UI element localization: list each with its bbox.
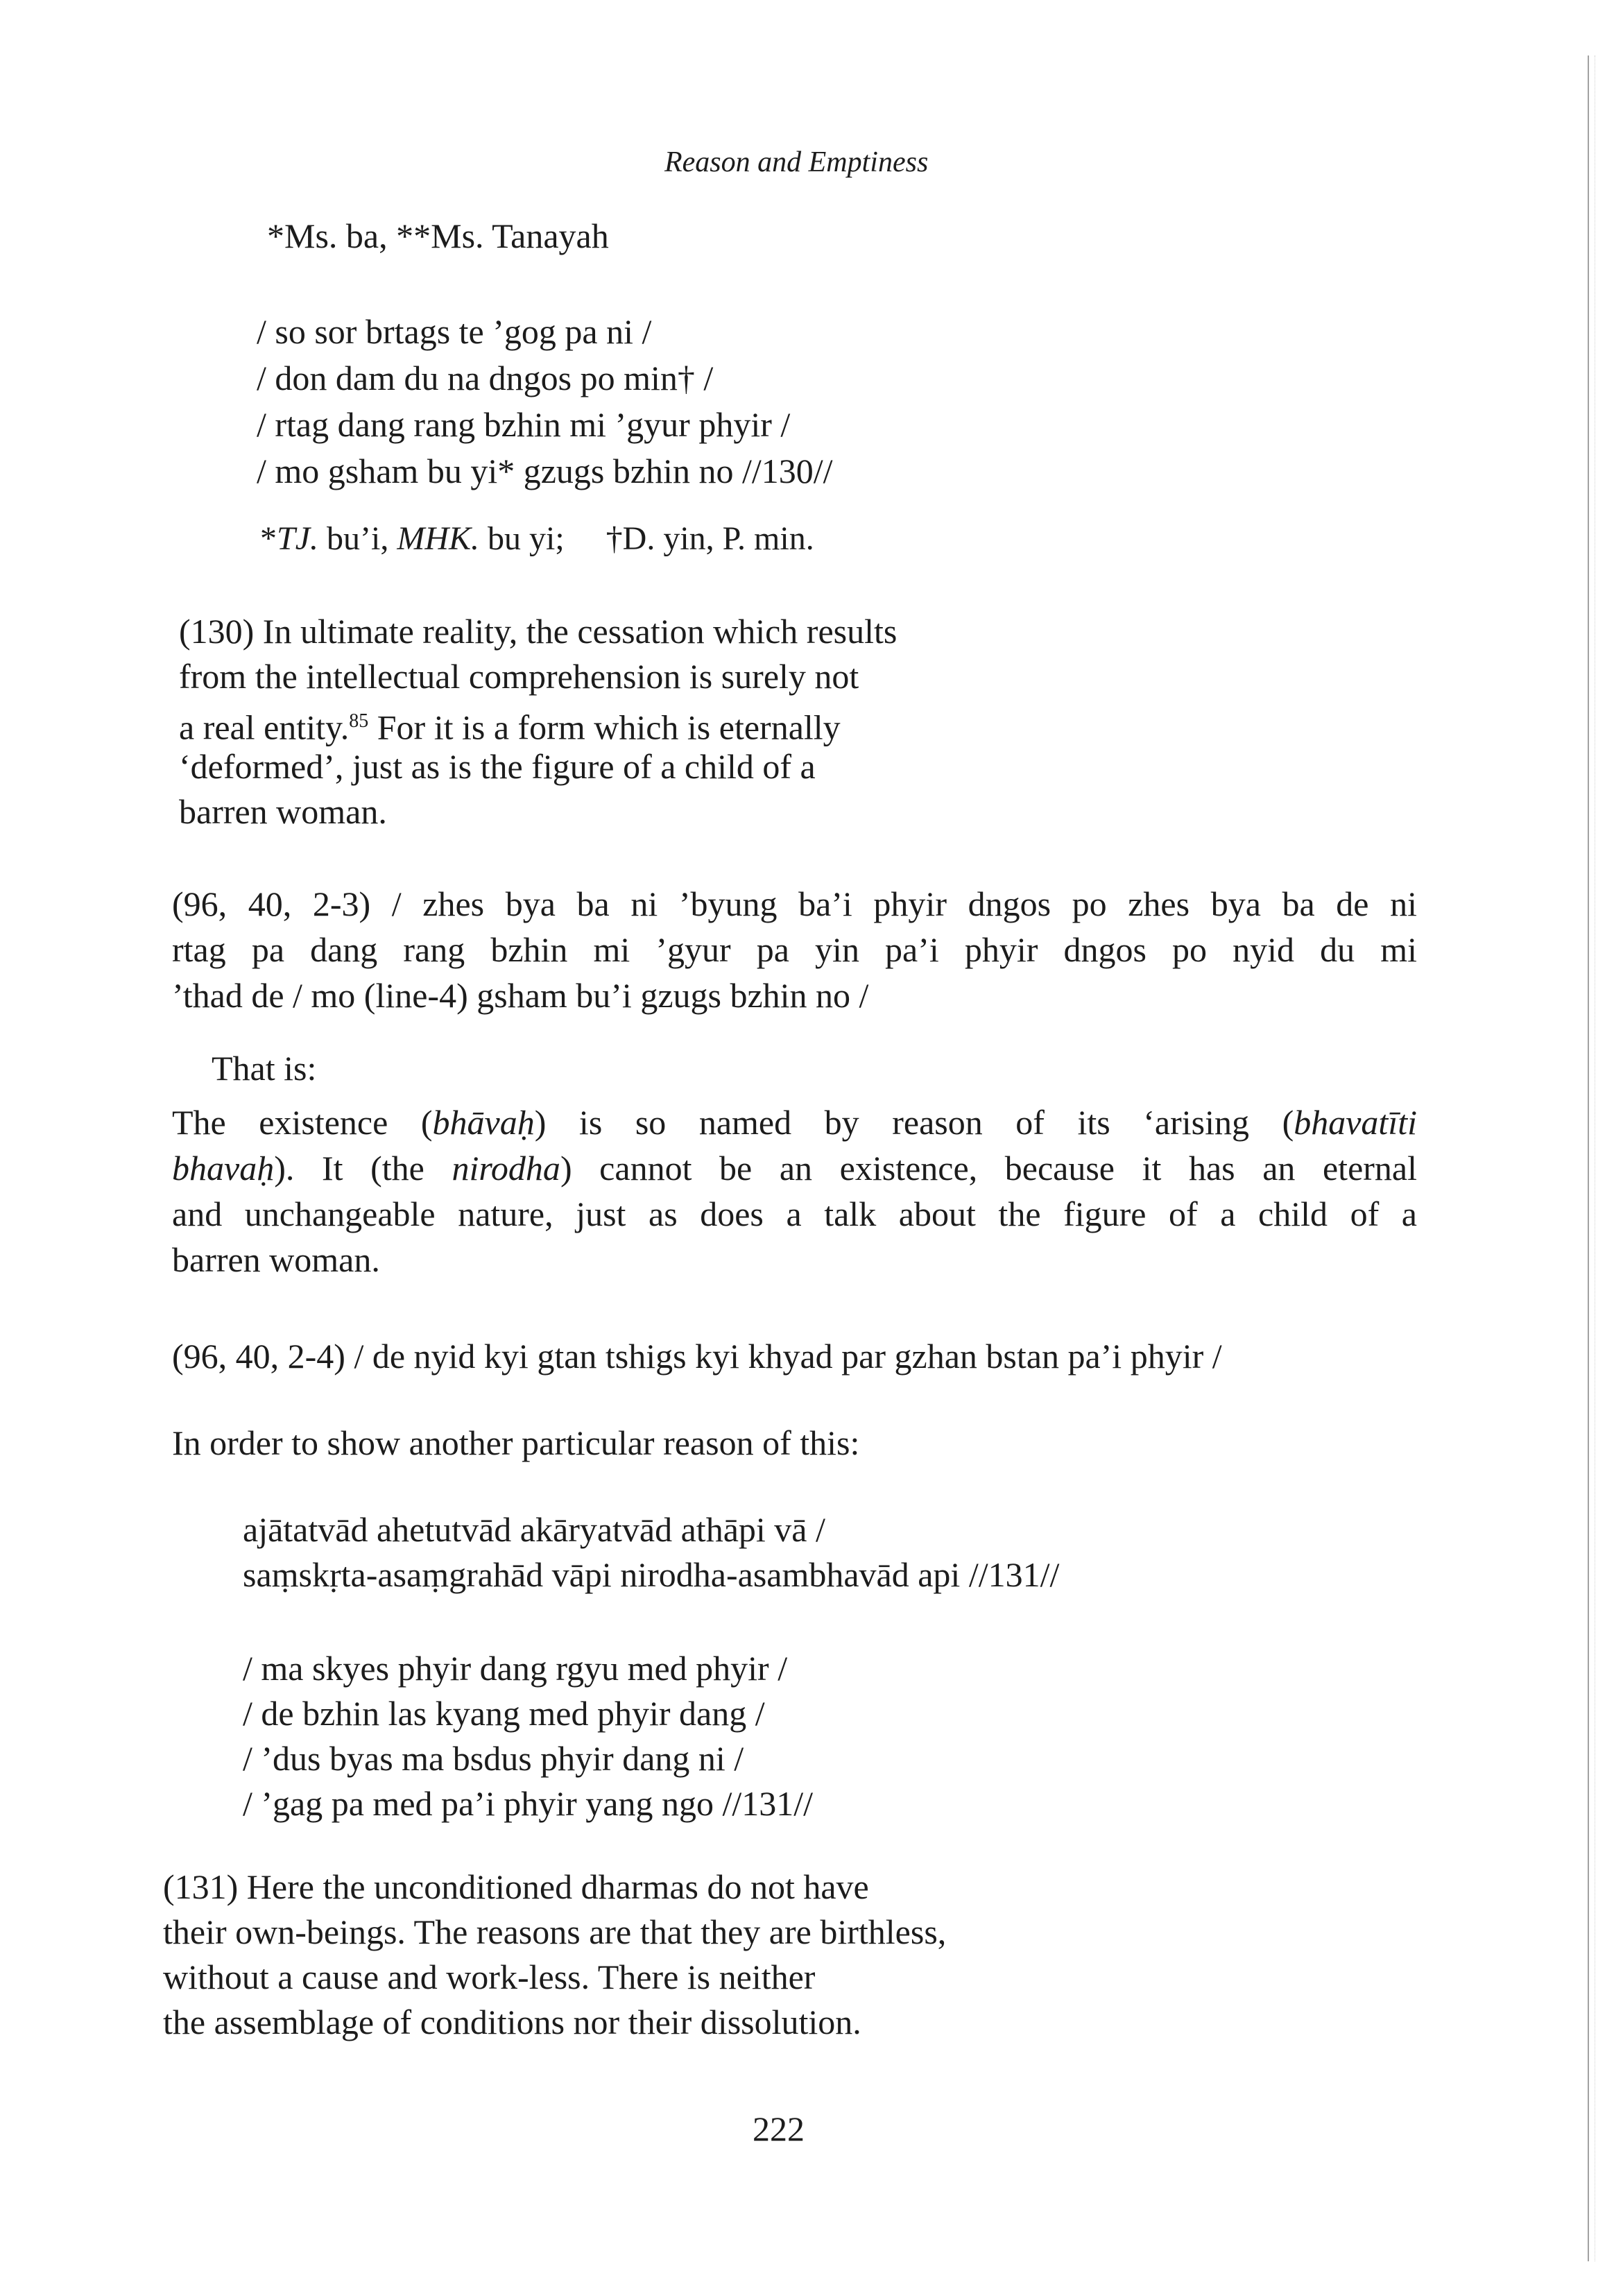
verse-line: / de bzhin las kyang med phyir dang /	[243, 1694, 765, 1733]
translation-line: barren woman.	[179, 792, 387, 831]
explanation-line: bhavaḥ). It (the nirodha) cannot be an existence, because it has an eternal	[172, 1149, 1418, 1188]
translation-line: ‘deformed’, just as is the figure of a child of a	[179, 747, 816, 786]
page-edge-scan-artifact	[1588, 55, 1595, 2261]
footnote-reference: 85	[349, 710, 369, 732]
sanskrit-verse-line: saṃskṛta-asaṃgrahād vāpi nirodha-asambhavād api //131//	[243, 1555, 1060, 1594]
sanskrit-verse-line: ajātatvād ahetutvād akāryatvād athāpi vā /	[243, 1510, 825, 1549]
that-is-label: That is:	[212, 1049, 317, 1088]
manuscript-note: *Ms. ba, **Ms. Tanayah	[267, 216, 609, 255]
transition-sentence: In order to show another particular reason of this:	[172, 1423, 860, 1462]
page-number: 222	[753, 2109, 805, 2148]
translation-line: without a cause and work-less. There is neither	[163, 1957, 816, 1996]
explanation-line: barren woman.	[172, 1240, 380, 1279]
translation-line: the assemblage of conditions nor their dissolution.	[163, 2003, 861, 2041]
explanation-paragraph	[172, 1099, 1417, 1283]
verse-line: / ma skyes phyir dang rgyu med phyir /	[243, 1649, 788, 1688]
commentary-paragraph	[172, 881, 1417, 1018]
translation-line: (131) Here the unconditioned dharmas do not have	[163, 1867, 869, 1906]
running-header: Reason and Emptiness	[664, 146, 929, 178]
commentary-line: (96, 40, 2-3) / zhes bya ba ni ’byung ba’i phyir dngos po zhes bya ba de ni	[172, 884, 1417, 923]
verse-line: / ’gag pa med pa’i phyir yang ngo //131//	[243, 1784, 814, 1823]
commentary-line: (96, 40, 2-4) / de nyid kyi gtan tshigs kyi khyad par gzhan bstan pa’i phyir /	[172, 1337, 1222, 1376]
translation-line: a real entity.$^{85}$ For it is a form which is eternally	[179, 708, 841, 747]
verse-line: / rtag dang rang bzhin mi ’gyur phyir /	[257, 405, 791, 444]
verse-line: / mo gsham bu yi* gzugs bzhin no //130//	[257, 452, 833, 490]
translation-line: from the intellectual comprehension is surely not	[179, 657, 859, 696]
translation-line: (130) In ultimate reality, the cessation which results	[179, 612, 898, 651]
commentary-line: rtag pa dang rang bzhin mi ’gyur pa yin pa’i phyir dngos po nyid du mi	[172, 930, 1417, 969]
variant-readings-note: *TJ. bu’i, MHK. bu yi; †D. yin, P. min.	[260, 520, 814, 557]
explanation-line: The existence (bhāvaḥ) is so named by reason of its ‘arising (bhavatīti	[172, 1103, 1417, 1142]
verse-line: / ’dus byas ma bsdus phyir dang ni /	[243, 1739, 744, 1778]
verse-line: / so sor brtags te ’gog pa ni /	[257, 312, 652, 351]
verse-line: / don dam du na dngos po min† /	[257, 359, 714, 397]
translation-line: their own-beings. The reasons are that they are birthless,	[163, 1912, 947, 1951]
commentary-line: ’thad de / mo (line-4) gsham bu’i gzugs bzhin no /	[172, 976, 869, 1015]
explanation-line: and unchangeable nature, just as does a talk about the figure of a child of a	[172, 1194, 1417, 1233]
